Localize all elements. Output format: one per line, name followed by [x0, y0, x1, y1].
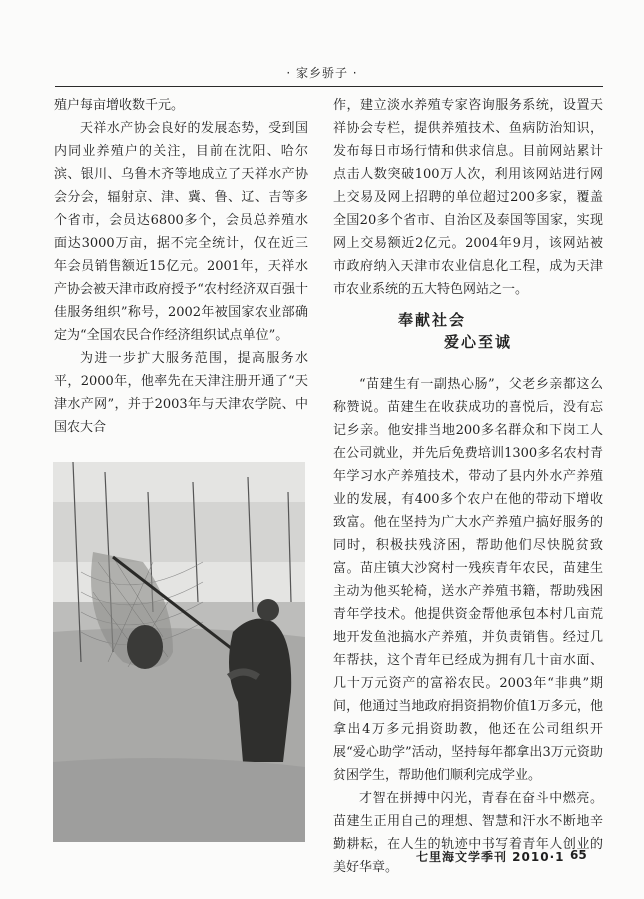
- section-title-line2: 爱心至诚: [444, 333, 513, 351]
- paragraph: “苗建生有一副热心肠”，父老乡亲都这么称赞说。苗建生在收获成功的喜悦后，没有忘记乡亲。他安排当地200多名群众和下岗工人在公司就业，并先后免费培训1300多名农村青年学习水产养殖技术，带动了县内外水产养殖业的发展，有400多个农户在他的带动下增收致富。他在坚持为广大水产养殖户搞好服务的同时，积极扶残济困，帮助他们尽快脱贫致富。苗庄镇大沙窝村一残疾青年农民，苗建生主动为他买轮椅，送水产养殖书籍，帮助残困青年学技术。他提供资金帮他承包本村几亩荒地开发鱼池搞水产养殖，并负责销售。经过几年帮扶，这个青年已经成为拥有几十亩水面、几十万元资产的富裕农民。2003年“非典”期间，他通过当地政府捐资捐物价值1万多元，他拿出4万多元捐资助教，他还在公司组织开展“爱心助学”活动，坚持每年都拿出3万元资助贫困学生，帮助他们顺利完成学业。: [333, 377, 603, 783]
- paragraph: 殖户每亩增收数千元。: [54, 98, 185, 113]
- photo-fishing-net: [53, 462, 305, 842]
- right-column-top: [333, 94, 603, 301]
- left-column: [54, 94, 308, 439]
- paragraph: 才智在拼搏中闪光，青春在奋斗中燃亮。苗建生正用自己的理想、智慧和汗水不断地辛勤耕耘，在人生的轨迹中书写着青年人创业的美好华章。: [333, 791, 603, 875]
- page-number: 65: [570, 848, 587, 862]
- paragraph: 天祥水产协会良好的发展态势，受到国内同业养殖户的关注，目前在沈阳、哈尔滨、银川、乌鲁木齐等地成立了天祥水产协会分会，辐射京、津、冀、鲁、辽、吉等多个省市，会员达6800多个，会员总养殖水面达3000万亩，据不完全统计，仅在近三年会员销售额近15亿元。2001年，天祥水产协会被天津市政府授予“农村经济双百强十佳服务组织”称号，2002年被国家农业部确定为“全国农民合作经济组织试点单位”。: [54, 121, 308, 343]
- page-footer: [0, 848, 644, 870]
- photo-illustration: [53, 462, 305, 842]
- journal-name: 七里海文学季刊 2010·1: [416, 850, 565, 864]
- header-rule: [55, 86, 603, 87]
- paragraph: 作，建立淡水养殖专家咨询服务系统，设置天祥协会专栏，提供养殖技术、鱼病防治知识，发布每日市场行情和供求信息。目前网站累计点击人数突破100万人次，利用该网站进行网上交易及网上招聘的单位超过200多家，覆盖全国20多个省市、自治区及泰国等国家，实现网上交易额近2亿元。2004年9月，该网站被市政府纳入天津市农业信息化工程，成为天津市农业系统的五大特色网站之一。: [333, 98, 603, 297]
- section-header: · 家乡骄子 ·: [286, 66, 358, 80]
- paragraph: 为进一步扩大服务范围，提高服务水平，2000年，他率先在天津注册开通了“天津水产网”，并于2003年与天津农学院、中国农大合: [54, 351, 308, 435]
- section-title-line1: 奉献社会: [398, 311, 467, 329]
- right-column-bottom: [333, 373, 603, 879]
